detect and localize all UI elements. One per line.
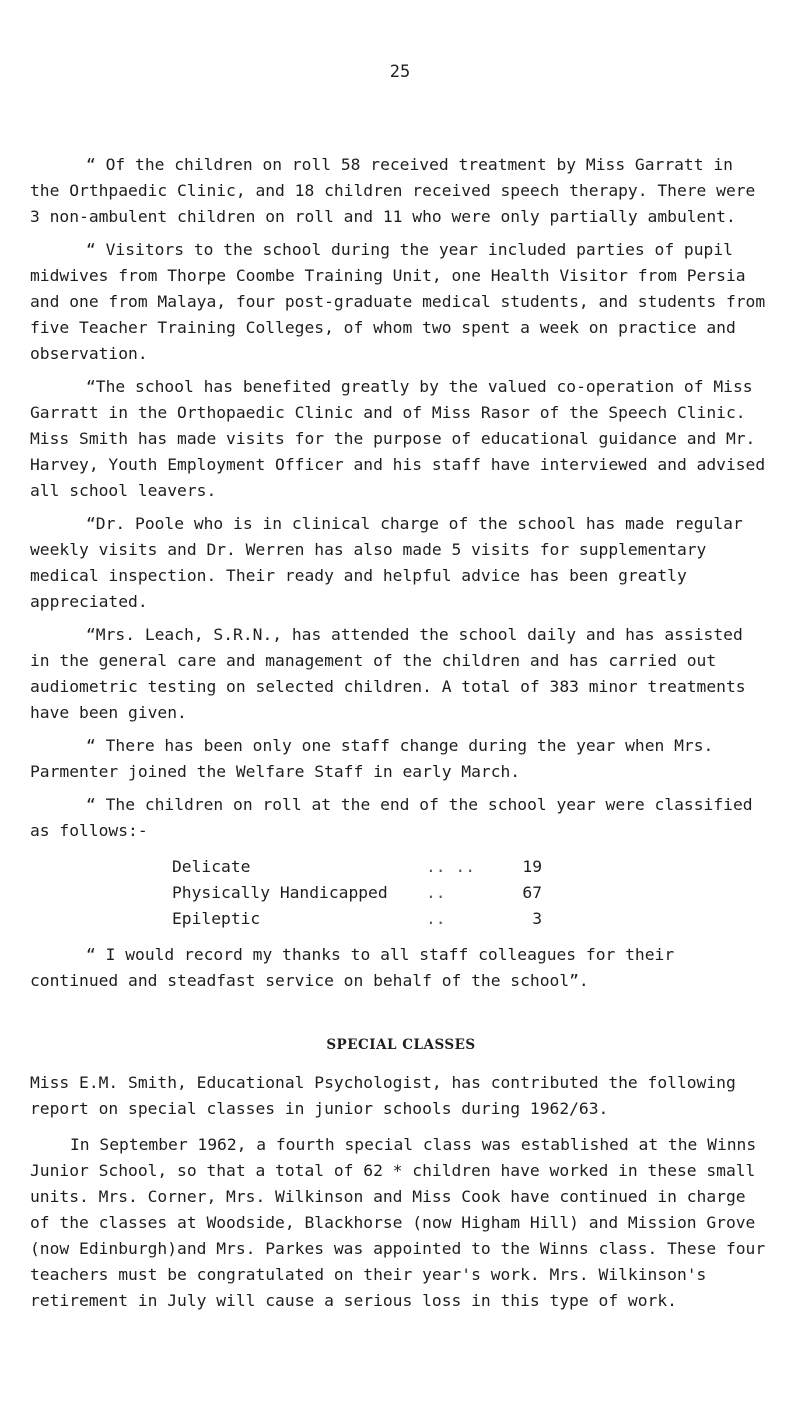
report-paragraph-classification-intro: “ The children on roll at the end of the school year were classified as follows:- <box>30 795 753 840</box>
classification-leader-dots: .. <box>426 909 446 928</box>
document-body <box>30 152 772 1324</box>
classification-row <box>30 880 772 906</box>
classification-table <box>30 854 772 932</box>
section-heading: SPECIAL CLASSES <box>326 1037 476 1053</box>
classification-leader-dots: .. .. <box>426 857 476 876</box>
classification-row <box>30 854 772 880</box>
report-closing-paragraph: “ I would record my thanks to all staff colleagues for their continued and steadfast service on behalf of the school”. <box>30 945 675 990</box>
special-classes-paragraph: In September 1962, a fourth special class was established at the Winns Junior School, so that a total of 62 * children have worked in these small units. Mrs. Corner, Mrs. Wilkinson and Miss Cook have continued in charge of the classes at Woodside, Blackhorse (now Higham Hill) and Mission Grove (now Edinburgh)and Mrs. Parkes was appointed to the Winns class. These four teachers must be congratulated on their year's work. Mrs. Wilkinson's retirement in July will cause a serious loss in this type of work. <box>30 1135 766 1310</box>
classification-count: 19 <box>522 857 542 876</box>
report-paragraph-cooperation: “The school has benefited greatly by the valued co-operation of Miss Garratt in the Orthopaedic Clinic and of Miss Rasor of the Speech Clinic. Miss Smith has made visits for the purpose of educational guidance and Mr. Harvey, Youth Employment Officer and his staff have interviewed and advised all school leavers. <box>30 377 766 500</box>
classification-category: Delicate <box>172 857 251 876</box>
report-paragraph-staff-change: “ There has been only one staff change during the year when Mrs. Parmenter joined the Welfare Staff in early March. <box>30 736 714 781</box>
classification-count: 67 <box>522 883 542 902</box>
classification-category: Physically Handicapped <box>172 883 388 902</box>
report-paragraph-visitors: “ Visitors to the school during the year included parties of pupil midwives from Thorpe Coombe Training Unit, one Health Visitor from Persia and one from Malaya, four post-graduate medical students, and students from five Teacher Training Colleges, of whom two spent a week on practice and observation. <box>30 240 766 363</box>
report-paragraph-nursing: “Mrs. Leach, S.R.N., has attended the school daily and has assisted in the general care and management of the children and has carried out audiometric testing on selected children. A total of 383 minor treatments have been given. <box>30 625 746 722</box>
page-number: 25 <box>389 62 411 82</box>
special-classes-section <box>30 1032 772 1314</box>
classification-row <box>30 906 772 932</box>
classification-count: 3 <box>532 909 542 928</box>
report-paragraph-treatment: “ Of the children on roll 58 received treatment by Miss Garratt in the Orthpaedic Clinic, and 18 children received speech therapy. There were 3 non-ambulent children on roll and 11 who were only partially ambulent. <box>30 155 756 226</box>
special-classes-intro: Miss E.M. Smith, Educational Psychologist, has contributed the following report on special classes in junior schools during 1962/63. <box>30 1073 736 1118</box>
report-paragraph-medical: “Dr. Poole who is in clinical charge of the school has made regular weekly visits and Dr. Werren has also made 5 visits for supplementary medical inspection. Their ready and helpful advice has been greatly appreciated. <box>30 514 743 611</box>
classification-leader-dots: .. <box>426 883 446 902</box>
classification-category: Epileptic <box>172 909 261 928</box>
